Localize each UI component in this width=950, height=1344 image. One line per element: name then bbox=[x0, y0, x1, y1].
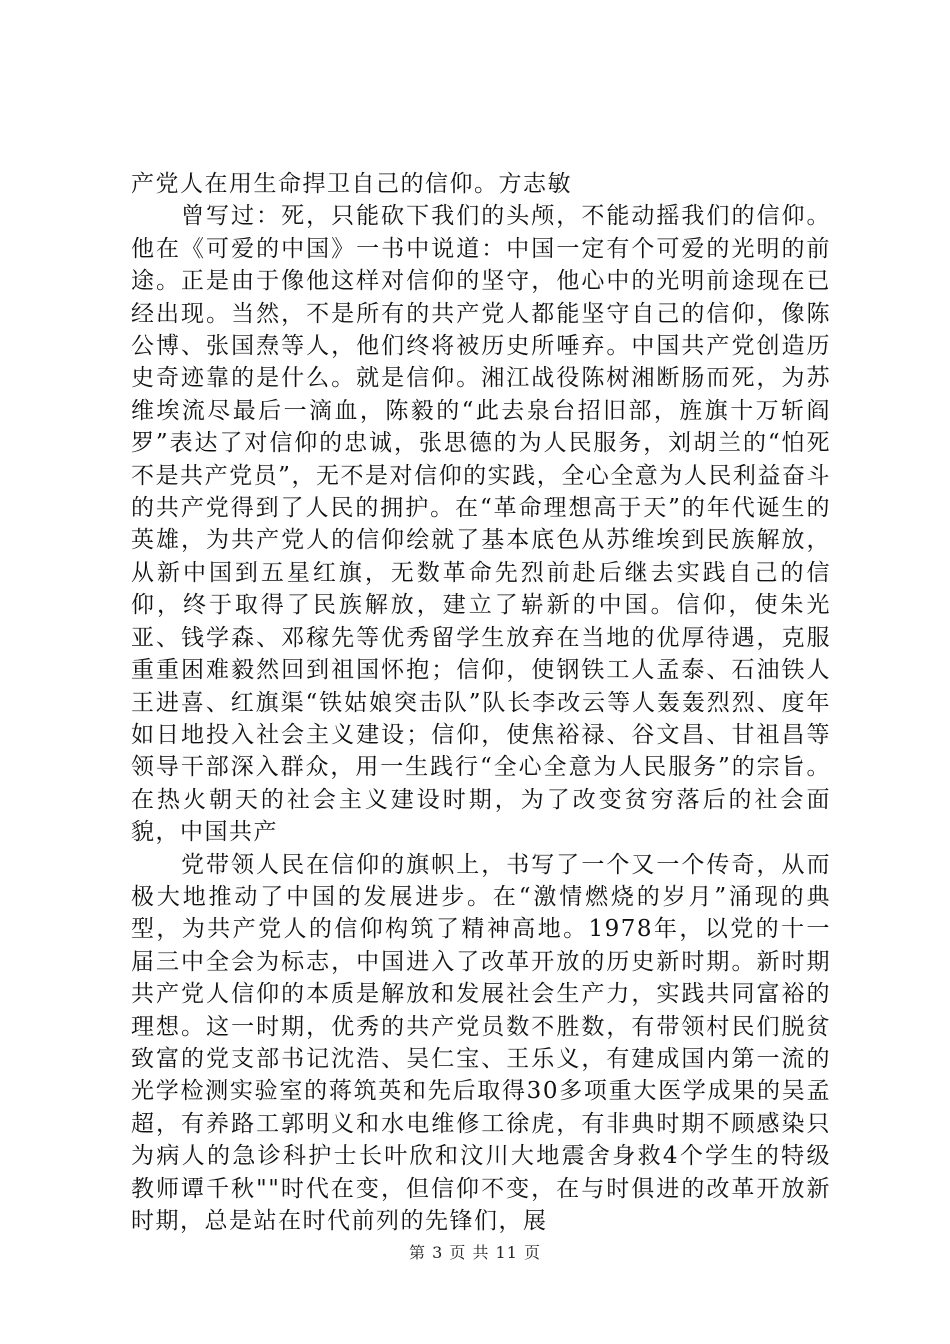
document-body bbox=[131, 168, 831, 1237]
page-footer: 第 3 页 共 11 页 bbox=[409, 1243, 541, 1262]
paragraph-2: 曾写过：死，只能砍下我们的头颅，不能动摇我们的信仰。他在《可爱的中国》一书中说道：中国一定有个可爱的光明的前途。正是由于像他这样对信仰的坚守，他心中的光明前途现在已经出现。当然，不是所有的共产党人都能坚守自己的信仰，像陈公博、张国焘等人，他们终将被历史所唾弃。中国共产党创造历史奇迹靠的是什么。就是信仰。湘江战役陈树湘断肠而死，为苏维埃流尽最后一滴血，陈毅的“此去泉台招旧部，旌旗十万斩阎罗”表达了对信仰的忠诚，张思德的为人民服务，刘胡兰的“怕死不是共产党员”，无不是对信仰的实践，全心全意为人民利益奋斗的共产党得到了人民的拥护。在“革命理想高于天”的年代诞生的英雄，为共产党人的信仰绘就了基本底色从苏维埃到民族解放，从新中国到五星红旗，无数革命先烈前赴后继去实践自己的信仰，终于取得了民族解放，建立了崭新的中国。信仰，使朱光亚、钱学森、邓稼先等优秀留学生放弃在当地的优厚待遇，克服重重困难毅然回到祖国怀抱；信仰，使钢铁工人孟泰、石油铁人王进喜、红旗渠“铁姑娘突击队”队长李改云等人轰轰烈烈、度年如日地投入社会主义建设；信仰，使焦裕禄、谷文昌、甘祖昌等领导干部深入群众，用一生践行“全心全意为人民服务”的宗旨。在热火朝天的社会主义建设时期，为了改变贫穷落后的社会面貌，中国共产 bbox=[131, 203, 831, 846]
paragraph-3: 党带领人民在信仰的旗帜上，书写了一个又一个传奇，从而极大地推动了中国的发展进步。在“激情燃烧的岁月”涌现的典型，为共产党人的信仰构筑了精神高地。1978年，以党的十一届三中全会为标志，中国进入了改革开放的历史新时期。新时期共产党人信仰的本质是解放和发展社会生产力，实践共同富裕的理想。这一时期，优秀的共产党员数不胜数，有带领村民们脱贫致富的党支部书记沈浩、吴仁宝、王乐义，有建成国内第一流的光学检测实验室的蒋筑英和先后取得30多项重大医学成果的吴孟超，有养路工郭明义和水电维修工徐虎，有非典时期不顾感染只为病人的急诊科护士长叶欣和汶川大地震舍身救4个学生的特级教师谭千秋""时代在变，但信仰不变，在与时俱进的改革开放新时期，总是站在时代前列的先锋们，展 bbox=[131, 851, 831, 1234]
paragraph-1: 产党人在用生命捍卫自己的信仰。方志敏 bbox=[131, 171, 572, 197]
